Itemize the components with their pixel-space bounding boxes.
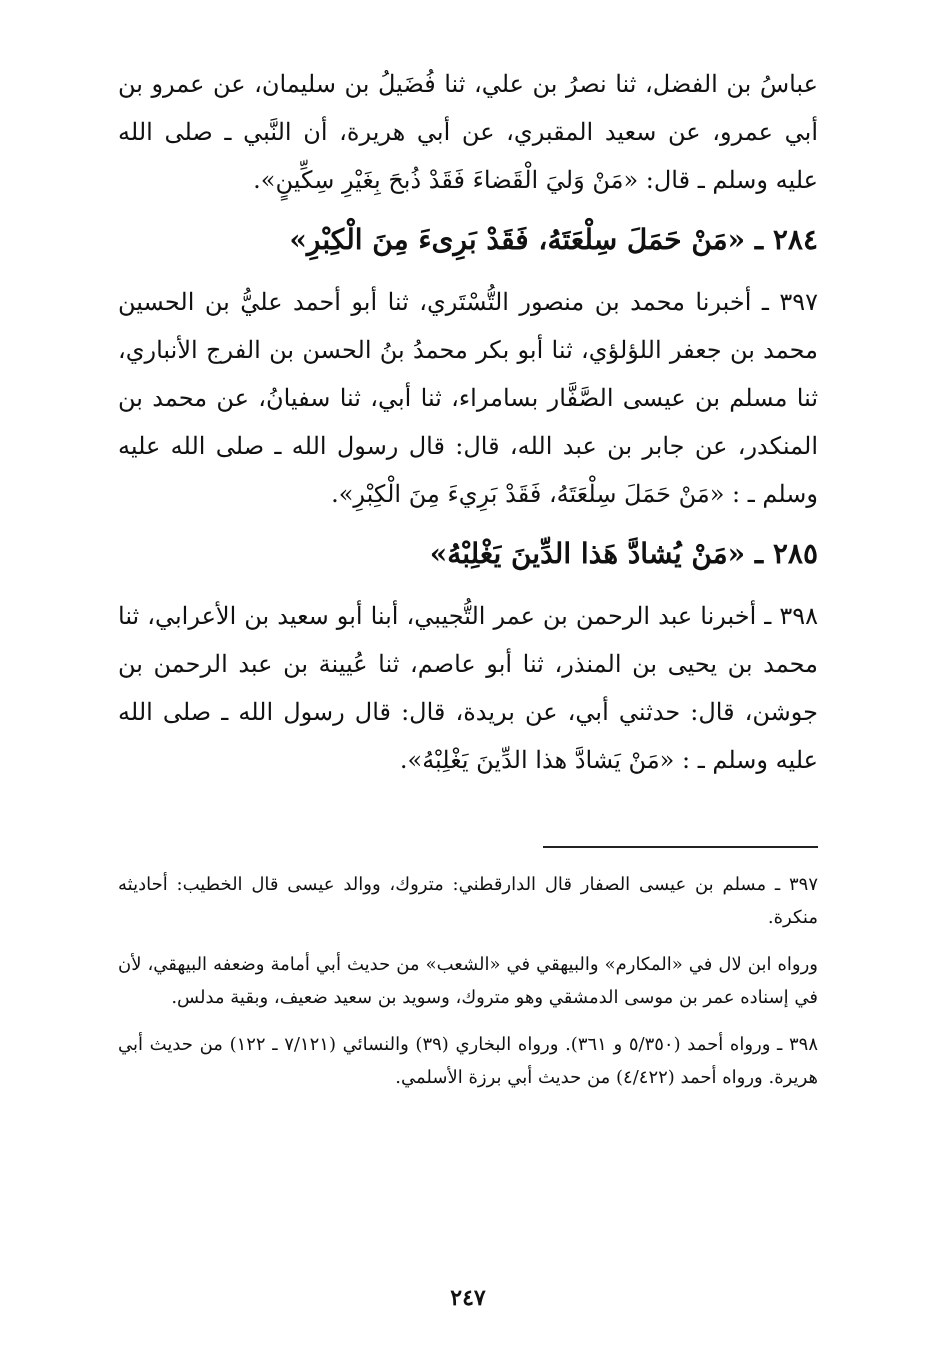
- section-heading-285: ٢٨٥ ـ «مَنْ يُشادَّ هَذا الدِّينَ يَغْلِبْهُ»: [429, 537, 818, 570]
- page-number: ٢٤٧: [450, 1285, 486, 1311]
- footnote-397-a: ٣٩٧ ـ مسلم بن عيسى الصفار قال الدارقطني: متروك، ووالد عيسى قال الخطيب: أحاديثه منكرة.: [118, 874, 818, 928]
- section-heading-284: ٢٨٤ ـ «مَنْ حَمَلَ سِلْعَتَهُ، فَقَدْ بَرِىءَ مِنَ الْكِبْرِ»: [289, 223, 818, 256]
- footnote-divider: [543, 846, 818, 848]
- hadith-398-paragraph: ٣٩٨ ـ أخبرنا عبد الرحمن بن عمر التُّجيبي، أبنا أبو سعيد بن الأعرابي، ثنا محمد بن يحيى بن المنذر، ثنا أبو عاصم، ثنا عُيينة بن عبد الرحمن بن جوشن، قال: حدثني أبي، عن بريدة، قال: قال رسول الله ـ صلى الله عليه وسلم ـ : «مَنْ يَشادَّ هذا الدِّينَ يَغْلِبْهُ».: [118, 602, 818, 774]
- footnote-397-b: ورواه ابن لال في «المكارم» والبيهقي في «الشعب» من حديث أبي أمامة وضعفه البيهقي، لأن في إسناده عمر بن موسى الدمشقي وهو متروك، وسويد بن سعيد ضعيف، وبقية مدلس.: [118, 954, 818, 1008]
- footnotes: [118, 868, 818, 1094]
- main-text: [118, 60, 818, 784]
- intro-paragraph: عباسُ بن الفضل، ثنا نصرُ بن علي، ثنا فُضَيلُ بن سليمان، عن عمرو بن أبي عمرو، عن سعيد المقبري، عن أبي هريرة، أن النَّبي ـ صلى الله عليه وسلم ـ قال: «مَنْ وَليَ الْقَضاءَ فَقَدْ ذُبحَ بِغَيْرِ سِكِّينٍ».: [118, 70, 818, 194]
- footnote-398: ٣٩٨ ـ ورواه أحمد (٥/٣٥٠ و ٣٦١). ورواه البخاري (٣٩) والنسائي (٧/١٢١ ـ ١٢٢) من حديث أبي هريرة. ورواه أحمد (٤/٤٢٢) من حديث أبي برزة الأسلمي.: [118, 1034, 818, 1088]
- book-page: [118, 60, 818, 1320]
- hadith-397-paragraph: ٣٩٧ ـ أخبرنا محمد بن منصور التُّسْتَري، ثنا أبو أحمد عليُّ بن الحسين محمد بن جعفر اللؤلؤي، ثنا أبو بكر محمدُ بنُ الحسن بن الفرج الأنباري، ثنا مسلم بن عيسى الصَّفَّار بسامراء، ثنا أبي، ثنا سفيانُ، عن محمد بن المنكدر، عن جابر بن عبد الله، قال: قال رسول الله ـ صلى الله عليه وسلم ـ : «مَنْ حَمَلَ سِلْعَتَهُ، فَقَدْ بَرِيءَ مِنَ الْكِبْرِ».: [118, 288, 819, 508]
